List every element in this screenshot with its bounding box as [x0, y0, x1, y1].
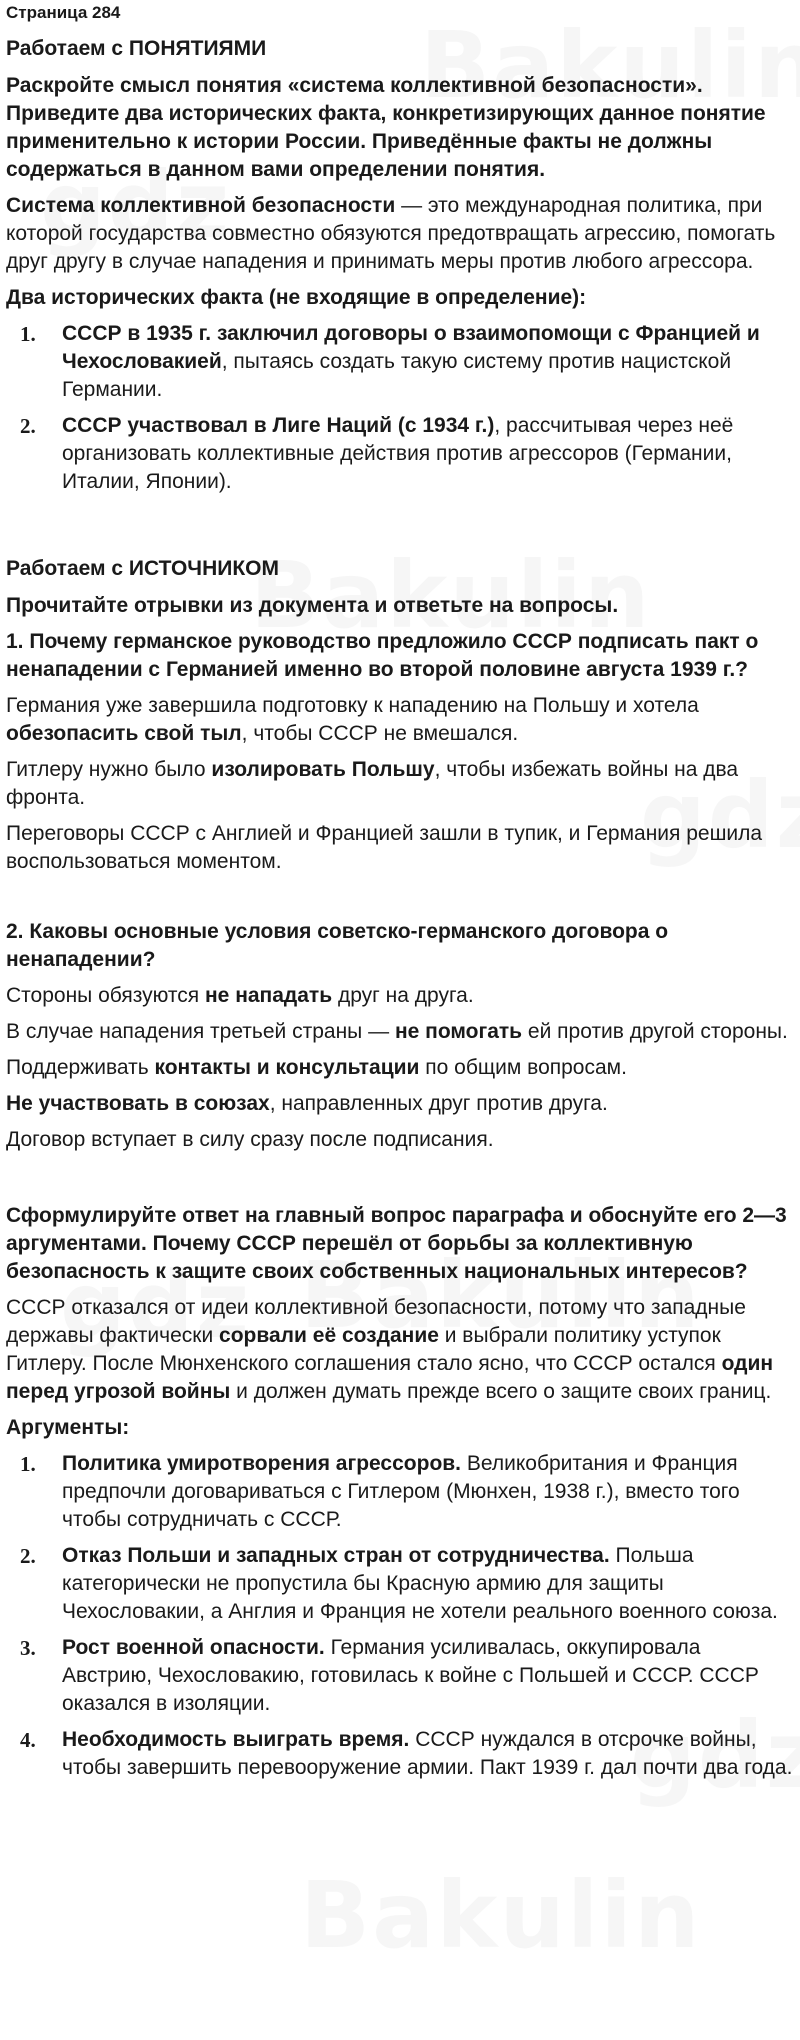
concepts-section — [6, 36, 794, 496]
argument-bold: Рост военной опасности. — [62, 1636, 325, 1659]
list-item — [6, 320, 794, 404]
answer-text: по общим вопросам. — [419, 1056, 627, 1079]
answer-text: Германия уже завершила подготовку к нападению на Польшу и хотела — [6, 694, 699, 717]
main-answer — [6, 1294, 794, 1406]
answer-bold: контакты и консультации — [154, 1056, 420, 1079]
list-text — [62, 412, 794, 496]
answer-paragraph — [6, 1018, 794, 1046]
answer-paragraph — [6, 1090, 794, 1118]
answer-text: СССР отказался от идеи коллективной безопасности, потому что западные державы фактически — [6, 1296, 746, 1347]
definition-term: Система коллективной безопасности — [6, 194, 396, 217]
list-text — [62, 1450, 794, 1534]
argument-text: СССР нуждался в отсрочке войны, чтобы завершить перевооружение армии. Пакт 1939 г. дал почти два года. — [62, 1728, 793, 1779]
answer-bold: не нападать — [205, 984, 333, 1007]
list-text — [62, 1542, 794, 1626]
list-text — [62, 1634, 794, 1718]
answer-paragraph — [6, 692, 794, 748]
source-heading: Работаем с ИСТОЧНИКОМ — [6, 557, 279, 580]
fact-text: , пытаясь создать такую систему против нацистской Германии. — [62, 350, 732, 401]
answer-bold: один перед угрозой войны — [6, 1352, 774, 1403]
answer-text: , направленных друг против друга. — [269, 1092, 608, 1115]
watermark-text — [300, 1862, 701, 1969]
fact-bold: СССР в 1935 г. заключил договоры о взаимопомощи с Францией и Чехословакией — [62, 322, 760, 373]
list-item — [6, 412, 794, 496]
definition-paragraph — [6, 192, 794, 276]
list-item — [6, 1634, 794, 1718]
list-item — [6, 1726, 794, 1782]
answer-bold: изолировать Польшу — [211, 758, 435, 781]
main-question-section — [6, 1202, 794, 1782]
answer-text: Поддерживать — [6, 1056, 155, 1079]
answer-text: В случае нападения третьей страны — — [6, 1020, 395, 1043]
source-section — [6, 556, 794, 1154]
content — [0, 2, 800, 1782]
list-number: 3. — [20, 1636, 36, 1660]
question-2: 2. Каковы основные условия советско-германского договора о ненападении? — [6, 920, 669, 971]
answer-bold: сорвали её создание — [219, 1324, 439, 1347]
list-item — [6, 1450, 794, 1534]
question-1: 1. Почему германское руководство предложило СССР подписать пакт о ненападении с Германией именно во второй половине августа 1939 г.? — [6, 630, 759, 681]
answer-text: и должен думать прежде всего о защите своих границ. — [230, 1380, 772, 1403]
argument-text: Германия усиливалась, оккупировала Австрию, Чехословакию, готовилась к войне с Польшей и СССР. СССР оказался в изоляции. — [62, 1636, 759, 1715]
list-text — [62, 320, 794, 404]
answer-text: Стороны обязуются — [6, 984, 205, 1007]
concepts-task: Раскройте смысл понятия «система коллективной безопасности». Приведите два исторических факта, конкретизирующих данное понятие применительно к истории России. Приведённые факты не должны содержаться в данном вами определении понятия. — [6, 74, 766, 181]
list-number: 1. — [20, 322, 36, 346]
answer-bold: обезопасить свой тыл — [6, 722, 242, 745]
argument-text: Польша категорически не пропустила бы Красную армию для защиты Чехословакии, а Англия и Франция не хотели реального военного союза. — [62, 1544, 778, 1623]
fact-text: , рассчитывая через неё организовать коллективные действия против агрессоров (Германии, Италии, Японии). — [62, 414, 734, 493]
answer-paragraph — [6, 756, 794, 812]
answer-bold: не помогать — [394, 1020, 523, 1043]
facts-list — [6, 320, 794, 496]
list-number: 2. — [20, 1544, 36, 1568]
answer-bold: Не участвовать в союзах — [6, 1092, 270, 1115]
argument-text: Великобритания и Франция предпочли договариваться с Гитлером (Мюнхен, 1938 г.), вместо того чтобы сотрудничать с СССР. — [62, 1452, 740, 1531]
answer-paragraph: Договор вступает в силу сразу после подписания. — [6, 1128, 494, 1151]
answer-text: друг на друга. — [332, 984, 474, 1007]
answer-paragraph — [6, 1054, 794, 1082]
page — [0, 2, 800, 2040]
concepts-heading: Работаем с ПОНЯТИЯМИ — [6, 37, 267, 60]
list-item — [6, 1542, 794, 1626]
facts-heading: Два исторических факта (не входящие в определение): — [6, 286, 587, 309]
answer-paragraph: Переговоры СССР с Англией и Францией зашли в тупик, и Германия решила воспользоваться моментом. — [6, 822, 763, 873]
answer-text: ей против другой стороны. — [522, 1020, 788, 1043]
list-number: 1. — [20, 1452, 36, 1476]
answer-paragraph — [6, 982, 794, 1010]
answer-text: , чтобы СССР не вмешался. — [241, 722, 519, 745]
answer-text: Гитлеру нужно было — [6, 758, 212, 781]
answer-text: , чтобы избежать войны на два фронта. — [6, 758, 739, 809]
answer-text: и выбрали политику уступок Гитлеру. После Мюнхенского соглашения стало ясно, что СССР остался — [6, 1324, 722, 1375]
arguments-heading: Аргументы: — [6, 1416, 130, 1439]
argument-bold: Политика умиротворения агрессоров. — [62, 1452, 462, 1475]
argument-bold: Необходимость выиграть время. — [62, 1728, 410, 1751]
argument-bold: Отказ Польши и западных стран от сотрудничества. — [62, 1544, 610, 1567]
definition-text: — это международная политика, при которой государства совместно обязуются предотвращать агрессию, помогать друг другу в случае нападения и принимать меры против любого агрессора. — [6, 194, 776, 273]
list-number: 4. — [20, 1728, 36, 1752]
fact-bold: СССР участвовал в Лиге Наций (с 1934 г.) — [62, 414, 495, 437]
arguments-list — [6, 1450, 794, 1782]
source-task: Прочитайте отрывки из документа и ответьте на вопросы. — [6, 594, 619, 617]
main-task: Сформулируйте ответ на главный вопрос параграфа и обоснуйте его 2—3 аргументами. Почему СССР перешёл от борьбы за коллективную безопасность к защите своих собственных национальных интересов? — [6, 1204, 787, 1283]
list-text — [62, 1726, 794, 1782]
page-number: Страница 284 — [6, 3, 121, 22]
list-number: 2. — [20, 414, 36, 438]
